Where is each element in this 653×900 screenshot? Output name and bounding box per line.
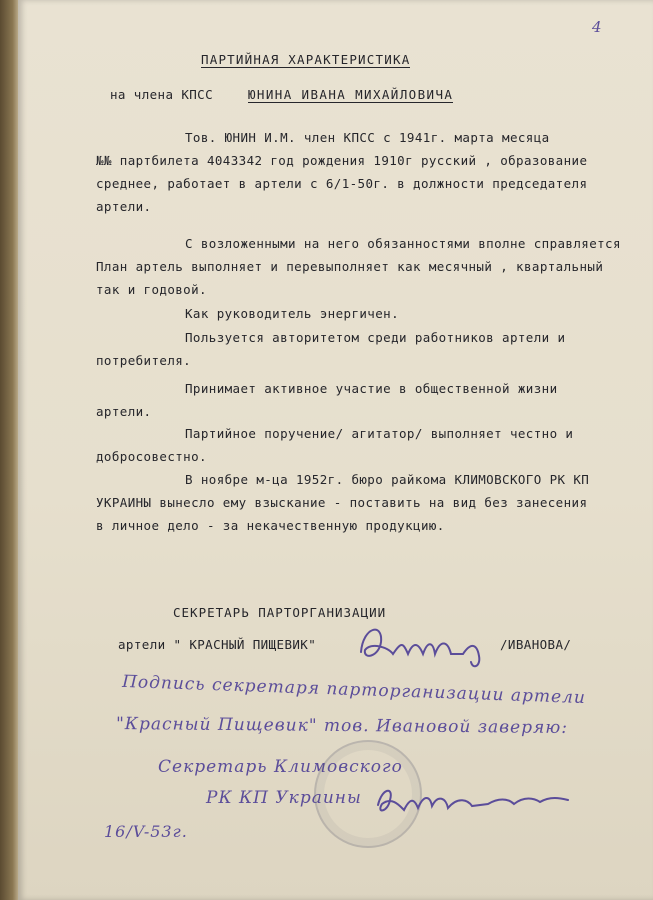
document-title: ПАРТИЙНАЯ ХАРАКТЕРИСТИКА [201, 52, 411, 67]
body-line: артели. [96, 404, 152, 419]
body-line: так и годовой. [96, 282, 207, 297]
handwritten-line: РК КП Украины [206, 788, 362, 808]
folder-binding [0, 0, 18, 900]
secretary-signature [353, 612, 503, 672]
body-line: добросовестно. [96, 449, 207, 464]
artel-name: артели " КРАСНЫЙ ПИЩЕВИК" [118, 637, 317, 652]
handwritten-line: Подпись секретаря парторганизации артели [121, 671, 587, 709]
handwritten-line: "Красный Пищевик" тов. Ивановой заверяю: [115, 714, 569, 738]
body-line: План артель выполняет и перевыполняет как месячный , квартальный [96, 259, 604, 274]
subtitle-prefix: на члена КПСС [110, 87, 214, 102]
document-page [18, 0, 653, 900]
secretary-title: СЕКРЕТАРЬ ПАРТОРГАНИЗАЦИИ [173, 605, 387, 620]
body-line: Как руководитель энергичен. [185, 306, 399, 321]
subtitle-name: ЮНИНА ИВАНА МИХАЙЛОВИЧА [248, 87, 454, 102]
body-line: №№ партбилета 4043342 год рождения 1910г русский , образование [96, 153, 588, 168]
body-line: потребителя. [96, 353, 192, 368]
body-line: С возложенными на него обязанностями вполне справляется [185, 236, 621, 251]
body-line: УКРАИНЫ вынесло ему взыскание - поставить на вид без занесения [96, 495, 588, 510]
handwritten-line: Секретарь Климовского [158, 757, 403, 777]
secretary-name: /ИВАНОВА/ [500, 637, 572, 652]
body-line: В ноябре м-ца 1952г. бюро райкома КЛИМОВСКОГО РК КП [185, 472, 590, 487]
page-number: 4 [592, 18, 603, 36]
body-line: артели. [96, 199, 152, 214]
raikom-secretary-signature [368, 770, 583, 830]
body-line: Принимает активное участие в общественной жизни [185, 381, 558, 396]
body-line: Пользуется авторитетом среди работников артели и [185, 330, 566, 345]
body-line: среднее, работает в артели с 6/1-50г. в должности председателя [96, 176, 588, 191]
body-line: Тов. ЮНИН И.М. член КПСС с 1941г. марта месяца [185, 130, 550, 145]
handwritten-date: 16/V-53г. [104, 822, 188, 841]
body-line: в личное дело - за некачественную продукцию. [96, 518, 445, 533]
body-line: Партийное поручение/ агитатор/ выполняет честно и [185, 426, 574, 441]
